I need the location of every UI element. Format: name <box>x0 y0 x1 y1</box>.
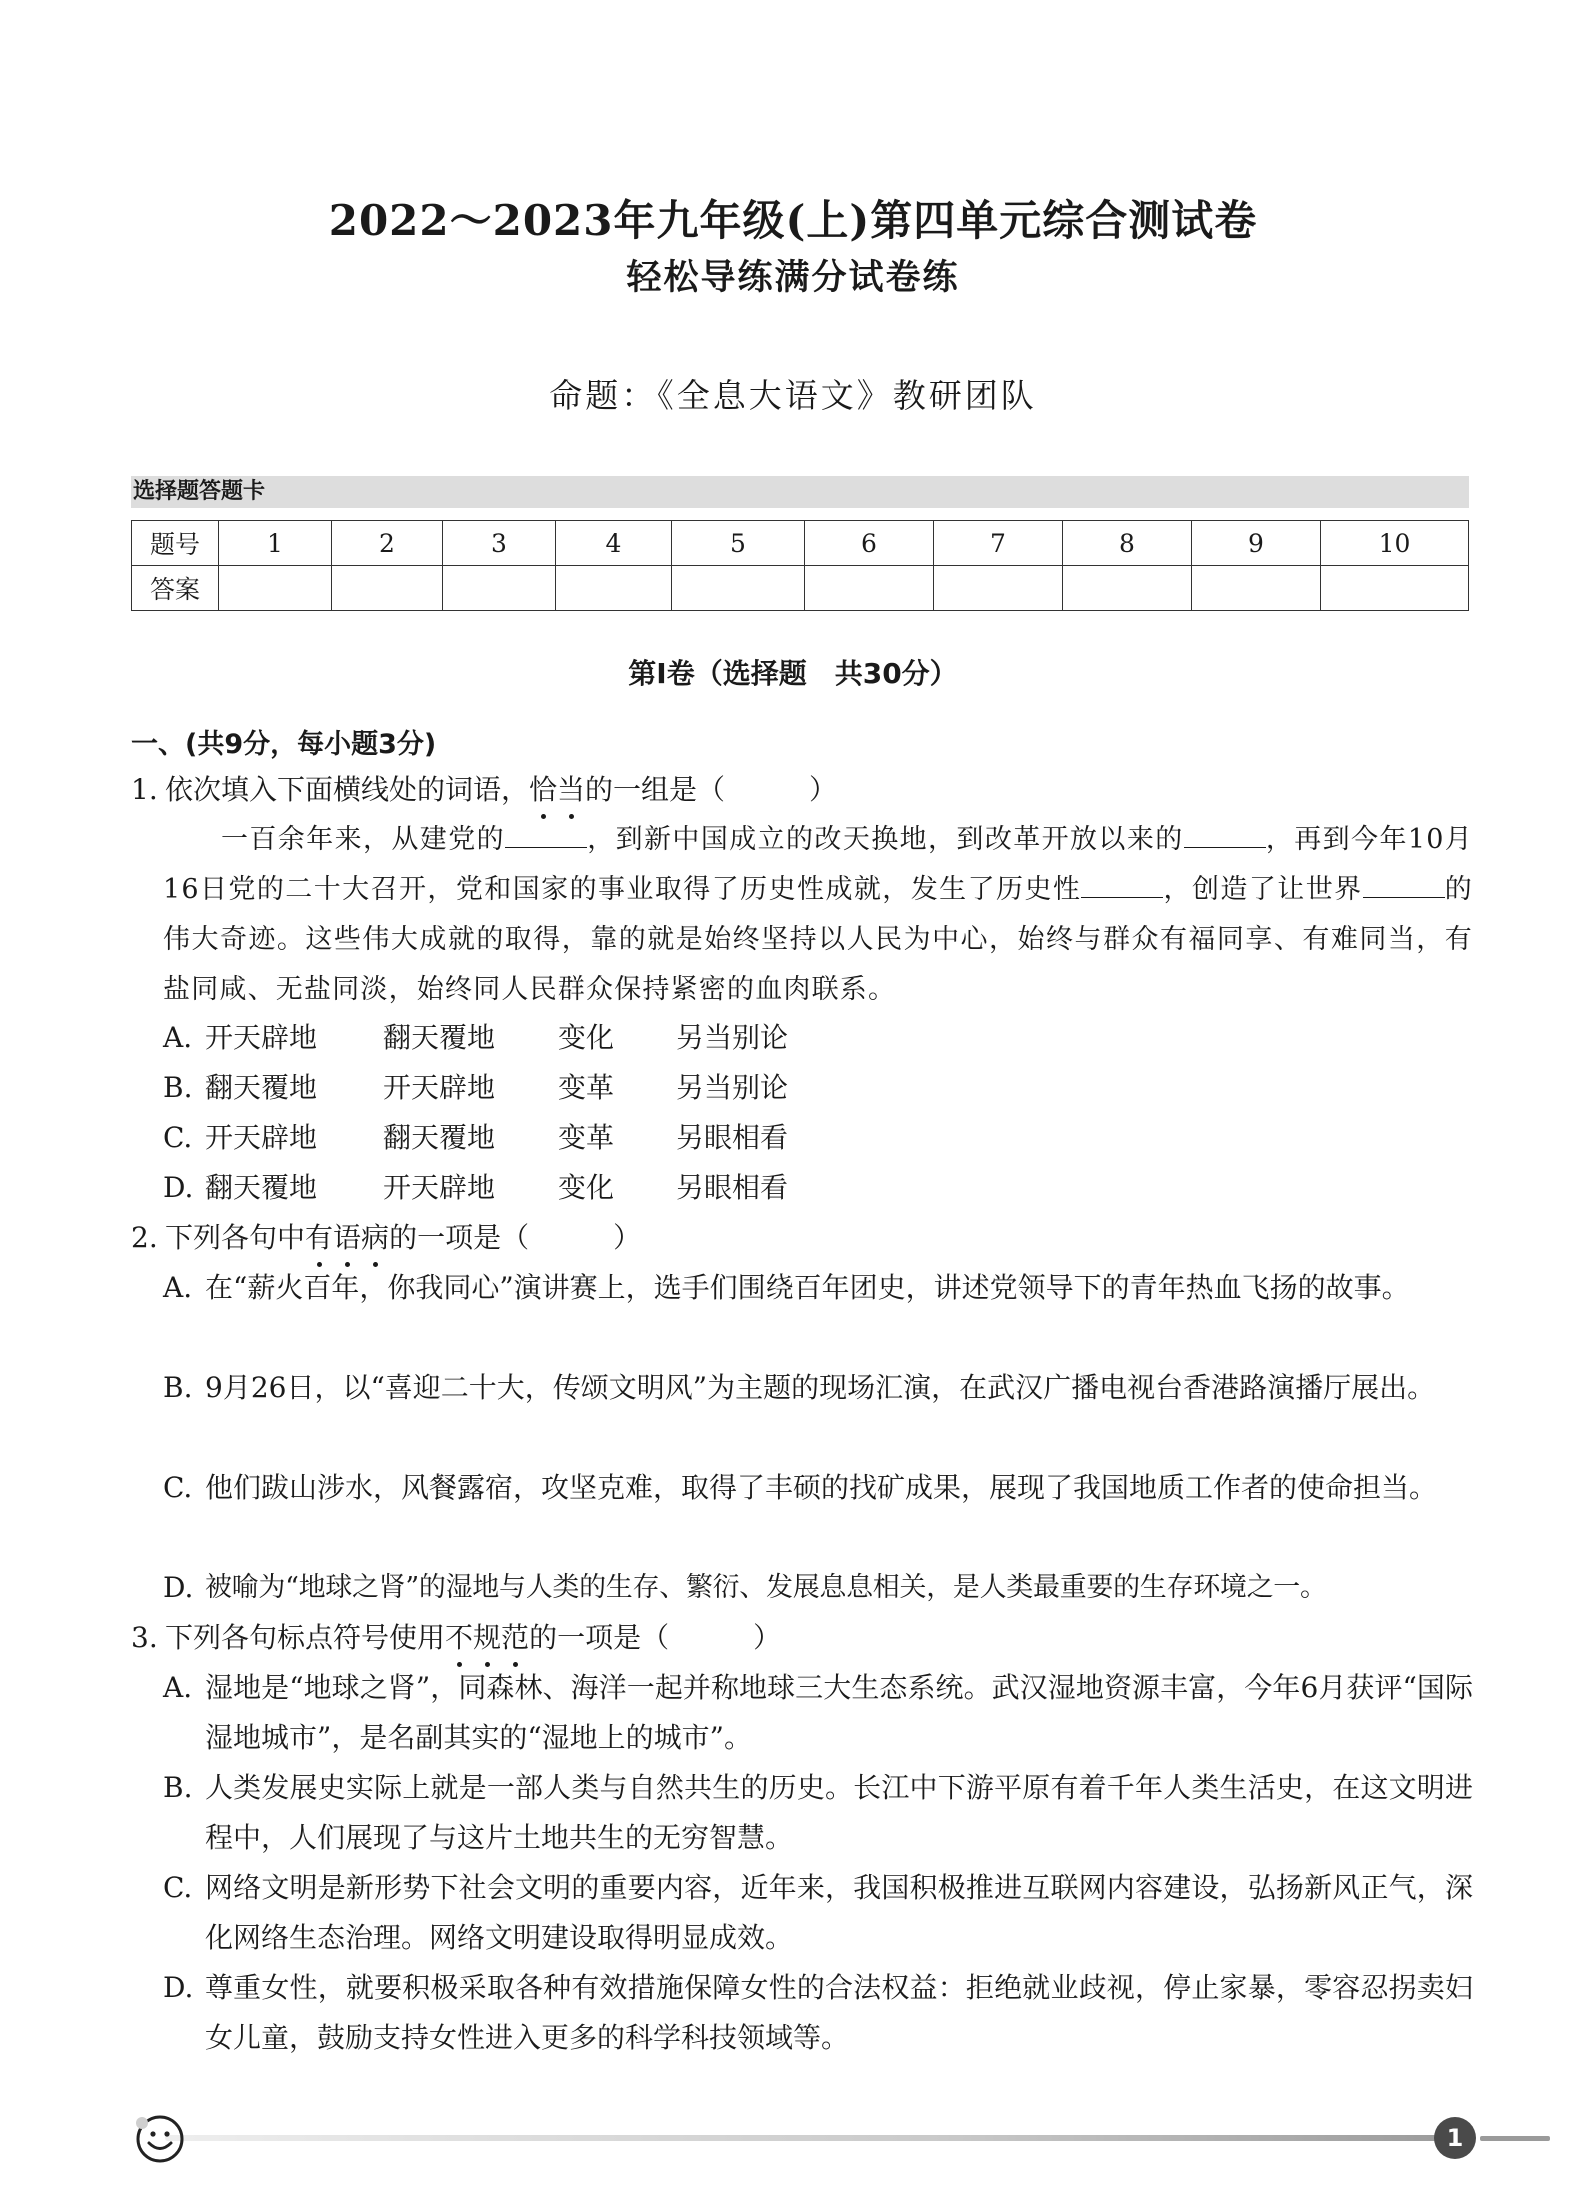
answer-card-answer-row <box>132 566 1469 611</box>
exam-subtitle: 轻松导练满分试卷练 <box>626 257 960 298</box>
fill-blank[interactable] <box>1184 823 1266 848</box>
question-number: 3. <box>131 1621 158 1654</box>
answer-card-row-label: 题号 <box>132 521 219 566</box>
question-3-option-c[interactable]: C. 网络文明是新形势下社会文明的重要内容，近年来，我国积极推进互联网内容建设，弘扬新风正气，深化网络生态治理。网络文明建设取得明显成效。 <box>163 1871 1473 1954</box>
question-1-stem: 1. 依次填入下面横线处的词语，恰当的一组是（ ） <box>131 765 1471 815</box>
question-1-option-d[interactable]: D. 翻天覆地 开天辟地 变化 另眼相看 <box>163 1171 789 1204</box>
part-heading: 一、(共9分，每小题3分) <box>131 729 437 760</box>
exam-byline: 命题：《全息大语文》教研团队 <box>549 376 1037 415</box>
answer-card-number-row <box>132 521 1469 566</box>
emphasis-char: 当 <box>557 765 585 815</box>
question-1-option-b[interactable]: B. 翻天覆地 开天辟地 变革 另当别论 <box>163 1071 789 1104</box>
fill-blank[interactable] <box>1363 873 1445 898</box>
question-3-option-a[interactable]: A. 湿地是“地球之肾”，同森林、海洋一起并称地球三大生态系统。武汉湿地资源丰富，今年6月获评“国际湿地城市”，是名副其实的“湿地上的城市”。 <box>163 1671 1473 1754</box>
emphasis-char: 不 <box>445 1613 473 1663</box>
answer-card-number: 4 <box>556 521 672 566</box>
answer-cell[interactable] <box>443 566 556 611</box>
smiley-icon <box>134 2113 186 2165</box>
section-title: 第Ⅰ卷（选择题 共30分） <box>628 657 958 690</box>
answer-cell[interactable] <box>805 566 934 611</box>
question-3-stem: 3. 下列各句标点符号使用不规范的一项是（ ） <box>131 1613 1471 1663</box>
answer-cell[interactable] <box>1321 566 1469 611</box>
answer-card-number: 9 <box>1192 521 1321 566</box>
question-2-option-b[interactable]: B. 9月26日，以“喜迎二十大，传颂文明风”为主题的现场汇演，在武汉广播电视台香港路演播厅展出。 <box>163 1371 1436 1404</box>
emphasis-char: 有 <box>305 1213 333 1263</box>
question-2-option-d[interactable]: D. 被喻为“地球之肾”的湿地与人类的生存、繁衍、发展息息相关，是人类最重要的生存环境之一。 <box>163 1571 1327 1604</box>
question-3-option-b[interactable]: B. 人类发展史实际上就是一部人类与自然共生的历史。长江中下游平原有着千年人类生活史，在这文明进程中，人们展现了与这片土地共生的无穷智慧。 <box>163 1771 1473 1854</box>
answer-cell[interactable] <box>219 566 332 611</box>
answer-cell[interactable] <box>1063 566 1192 611</box>
answer-card-row-label: 答案 <box>132 566 219 611</box>
fill-blank[interactable] <box>1081 873 1163 898</box>
emphasis-char: 规 <box>473 1613 501 1663</box>
footer-rule <box>165 2135 1465 2141</box>
emphasis-char: 语 <box>333 1213 361 1263</box>
footer-rule-end <box>1480 2136 1550 2141</box>
answer-card-number: 8 <box>1063 521 1192 566</box>
question-2-option-c[interactable]: C. 他们跋山涉水，风餐露宿，攻坚克难，取得了丰硕的找矿成果，展现了我国地质工作者的使命担当。 <box>163 1471 1438 1504</box>
answer-cell[interactable] <box>934 566 1063 611</box>
answer-card-heading: 选择题答题卡 <box>131 476 1469 508</box>
page-number: 1 <box>1434 2117 1476 2159</box>
question-number: 1. <box>131 773 158 806</box>
answer-card-number: 1 <box>219 521 332 566</box>
answer-card-number: 10 <box>1321 521 1469 566</box>
fill-blank[interactable] <box>505 823 587 848</box>
answer-cell[interactable] <box>556 566 672 611</box>
answer-cell[interactable] <box>1192 566 1321 611</box>
question-1-option-a[interactable]: A. 开天辟地 翻天覆地 变化 另当别论 <box>163 1021 789 1054</box>
answer-cell[interactable] <box>672 566 805 611</box>
question-2-stem: 2. 下列各句中有语病的一项是（ ） <box>131 1213 1471 1263</box>
answer-card-number: 3 <box>443 521 556 566</box>
question-number: 2. <box>131 1221 158 1254</box>
answer-card-number: 7 <box>934 521 1063 566</box>
answer-cell[interactable] <box>332 566 443 611</box>
emphasis-char: 病 <box>361 1213 389 1263</box>
answer-card-number: 2 <box>332 521 443 566</box>
emphasis-char: 范 <box>501 1613 529 1663</box>
emphasis-char: 恰 <box>529 765 557 815</box>
question-1-passage: 一百余年来，从建党的 ，到新中国成立的改天换地，到改革开放以来的 ，再到今年10月16日党的二十大召开，党和国家的事业取得了历史性成就，发生了历史性 ，创造了让世界 的伟大奇迹。这些伟大成就的取得，靠的就是始终坚持以人民为中心，始终与群众有福同享、有难同当，有盐同咸、无盐同淡，始终同人民群众保持紧密的血肉联系。 <box>163 824 1474 1005</box>
answer-card-number: 6 <box>805 521 934 566</box>
answer-card-table <box>131 520 1469 611</box>
answer-card-number: 5 <box>672 521 805 566</box>
question-2-option-a[interactable]: A. 在“薪火百年，你我同心”演讲赛上，选手们围绕百年团史，讲述党领导下的青年热血飞扬的故事。 <box>163 1271 1410 1304</box>
exam-title: 2022～2023年九年级(上)第四单元综合测试卷 <box>328 196 1258 245</box>
question-1-option-c[interactable]: C. 开天辟地 翻天覆地 变革 另眼相看 <box>163 1121 789 1154</box>
question-3-option-d[interactable]: D. 尊重女性，就要积极采取各种有效措施保障女性的合法权益：拒绝就业歧视，停止家暴，零容忍拐卖妇女儿童，鼓励支持女性进入更多的科学科技领域等。 <box>163 1971 1473 2054</box>
